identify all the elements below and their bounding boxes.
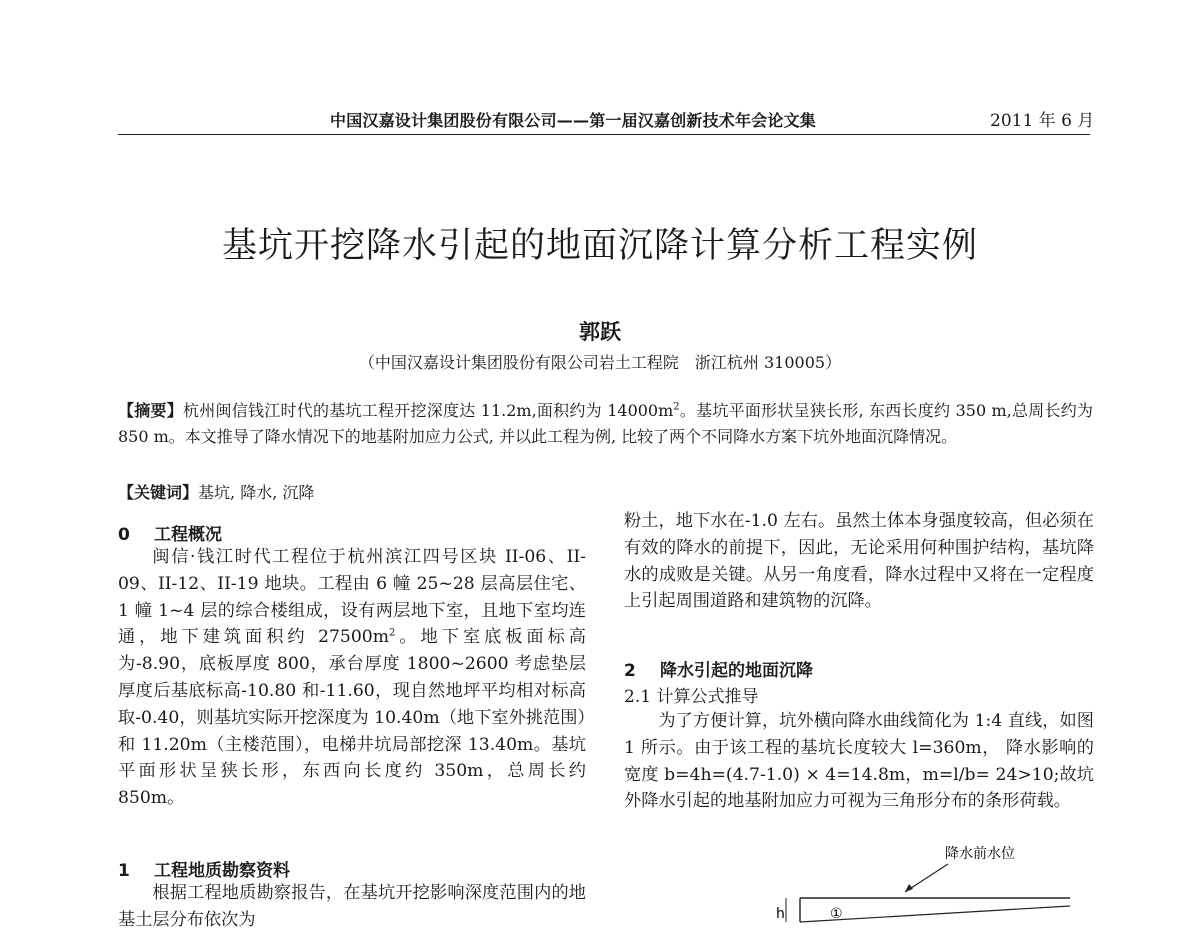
section-0-heading xyxy=(118,520,222,545)
section-0-text-a: 闽信·钱江时代工程位于杭州滨江四号区块 II-06、II-09、II-12、II-19 地块。工程由 6 幢 25~28 层高层住宅、1 幢 1~4 层的综合楼组成，设有两层地下室，且地下室均连通，地下建筑面积约 27500m xyxy=(118,547,586,648)
author-affiliation: （中国汉嘉设计集团股份有限公司岩土工程院 浙江杭州 310005） xyxy=(358,353,842,372)
section-2-heading xyxy=(624,656,813,681)
figure-1-drawing xyxy=(770,838,1100,922)
section-0-paragraph xyxy=(118,544,586,812)
section-1-body xyxy=(118,880,586,934)
section-2-body xyxy=(624,708,1094,815)
section-2-number: 2 xyxy=(624,661,636,681)
publication-date: 2011 年 6 月 xyxy=(990,111,1095,131)
abstract-label: 【摘要】 xyxy=(118,401,183,420)
right-column-continuation xyxy=(624,508,1094,615)
header-rule xyxy=(118,134,1090,135)
keywords-text: 基坑, 降水, 沉降 xyxy=(198,483,315,502)
paper-title: 基坑开挖降水引起的地面沉降计算分析工程实例 xyxy=(221,226,978,266)
section-1-paragraph: 根据工程地质勘察报告，在基坑开挖影响深度范围内的地基土层分布依次为 xyxy=(118,883,586,930)
section-1-number: 1 xyxy=(118,861,130,881)
subsection-2-1-heading xyxy=(624,682,758,707)
section-0-sup: 2 xyxy=(389,627,396,639)
abstract-sup: 2 xyxy=(673,401,680,413)
leader-arrow xyxy=(905,884,913,892)
section-0-text-b: 。地下室底板面标高为-8.90，底板厚度 800，承台厚度 1800~2600 考虑垫层厚度后基底标高-10.80 和-11.60，现自然地坪平均相对标高取-0.40，则基坑实际开挖深度为 10.40m（地下室外挑范围）和 11.20m（主楼范围），电梯井坑局部挖深 13.40m。基坑平面形状呈狭长形，东西向长度约 350m，总周长约 850m。 xyxy=(118,627,586,809)
subsection-2-1-title: 计算公式推导 xyxy=(656,687,759,707)
abstract-text-a: 杭州闽信钱江时代的基坑工程开挖深度达 11.2m,面积约为 14000m xyxy=(183,401,674,420)
section-0-number: 0 xyxy=(118,525,130,545)
figure-1 xyxy=(770,838,1100,922)
author-name: 郭跃 xyxy=(579,319,621,344)
section-1-heading xyxy=(118,856,290,881)
figure-label-water-before: 降水前水位 xyxy=(945,846,1015,862)
figure-label-h: h xyxy=(776,906,785,922)
running-title: 中国汉嘉设计集团股份有限公司——第一届汉嘉创新技术年会论文集 xyxy=(330,111,817,130)
section-2-paragraph: 为了方便计算，坑外横向降水曲线简化为 1:4 直线，如图 1 所示。由于该工程的基坑长度较大 l=360m， 降水影响的宽度 b=4h=(4.7-1.0) × 4=14.8m，m=l/b= 24>10;故坑外降水引起的地基附加应力可视为三角形分布的条形荷载。 xyxy=(624,711,1094,812)
section-2-title: 降水引起的地面沉降 xyxy=(660,661,813,681)
abstract-text-b: 。基坑平面形状呈狭长形, 东西长度约 350 m,总周长约为 850 m。本文推导了降水情况下的地基附加应力公式, 并以此工程为例, 比较了两个不同降水方案下坑外地面沉降情况。 xyxy=(118,401,1093,446)
abstract xyxy=(118,398,1093,450)
figure-label-circle: ① xyxy=(830,906,843,922)
section-1-title: 工程地质勘察资料 xyxy=(154,861,290,881)
subsection-2-1-number: 2.1 xyxy=(624,687,652,707)
keywords xyxy=(118,480,314,503)
continuation-paragraph: 粉土，地下水在-1.0 左右。虽然土体本身强度较高，但必须在有效的降水的前提下，因此，无论采用何种围护结构，基坑降水的成败是关键。从另一角度看，降水过程中又将在一定程度上引起周围道路和建筑物的沉降。 xyxy=(624,511,1094,612)
section-0-title: 工程概况 xyxy=(154,525,222,545)
section-0-body xyxy=(118,544,586,812)
keywords-label: 【关键词】 xyxy=(118,483,199,502)
